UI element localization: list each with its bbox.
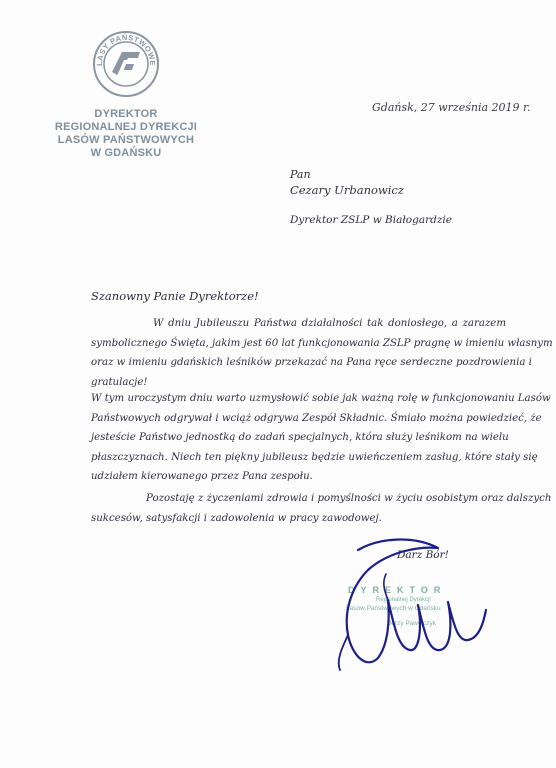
logo-text: LASY PAŃSTWOWE	[94, 32, 158, 67]
stamp-line: Jerzy Pawełczyk	[388, 620, 437, 627]
recipient-name: Cezary Urbanowicz	[290, 183, 404, 197]
letter-paragraph	[91, 389, 551, 487]
org-line: W GDAŃSKU	[90, 147, 162, 159]
paragraph-line: W dniu Jubileuszu Państwa działalności tak doniosłego, a zarazem	[153, 318, 506, 329]
letter-closing: Darz Bór!	[397, 549, 449, 561]
paragraph-line: oraz w imieniu gdańskich leśników przekazać na Pana ręce serdeczne pozdrowienia i	[91, 357, 532, 368]
paragraph-line: gratulacje!	[91, 376, 148, 388]
place-date: Gdańsk, 27 września 2019 r.	[372, 101, 531, 114]
org-line: REGIONALNEJ DYREKCJI	[54, 121, 198, 133]
organization-name	[40, 108, 212, 160]
paragraph-line: symbolicznego Święta, jakim jest 60 lat funkcjonowania ZSLP pragnę w imieniu własnym	[91, 337, 553, 349]
stamp-line: Lasów Państwowych w Gdańsku	[346, 605, 441, 612]
recipient-role: Dyrektor ZSLP w Białogardzie	[290, 214, 452, 226]
stamp-line: Regionalnej Dyrekcji	[376, 597, 431, 603]
paragraph-line: Państwowych odgrywał i wciąż odgrywa Zespół Składnic. Śmiało można powiedzieć, że	[91, 412, 542, 424]
letter-greeting: Szanowny Panie Dyrektorze!	[91, 289, 259, 303]
paragraph-line: W tym uroczystym dniu warto uzmysłowić sobie jak ważną rolę w funkcjonowaniu Lasów	[91, 393, 551, 404]
letter-paragraph	[91, 314, 553, 392]
paragraph-line: jesteście Państwo jednostką do zadań specjalnych, która służy leśnikom na wielu	[91, 432, 509, 443]
paragraph-line: Pozostaję z życzeniami zdrowia i pomyślności w życiu osobistym oraz dalszych	[146, 493, 552, 504]
handwritten-signature	[318, 530, 498, 680]
org-line: LASÓW PAŃSTWOWYCH	[57, 134, 195, 146]
lasy-panstwowe-logo	[92, 30, 160, 98]
stamp-title: DYREKTOR	[348, 585, 447, 595]
org-line: DYREKTOR	[94, 108, 158, 120]
paragraph-line: sukcesów, satysfakcji i zadowolenia w pracy zawodowej.	[91, 512, 382, 524]
paragraph-line: udziałem kierowanego przez Pana zespołu.	[91, 471, 313, 482]
letter-paragraph	[91, 489, 552, 528]
paragraph-line: płaszczyznach. Niech ten piękny jubileusz będzie uwieńczeniem zasług, które stały się	[91, 451, 538, 463]
recipient-salutation: Pan	[290, 168, 311, 181]
